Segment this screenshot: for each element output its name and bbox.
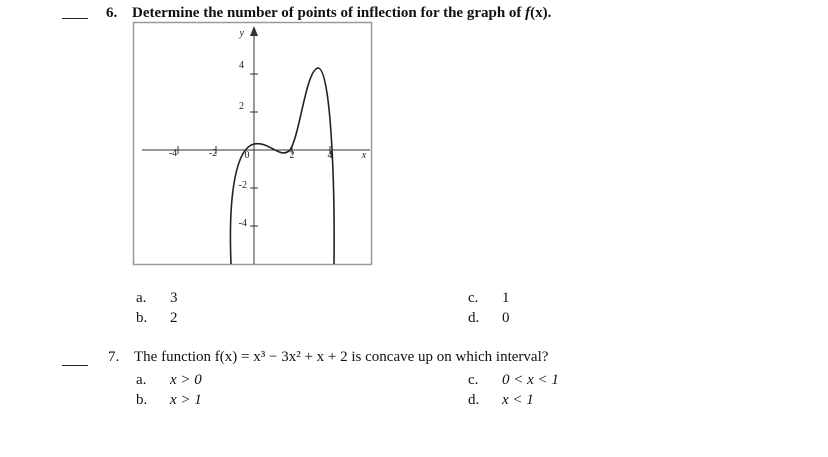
y-tick-label: -2 <box>238 180 247 191</box>
q7-option-a[interactable] <box>136 372 202 389</box>
y-axis-arrow <box>250 26 258 36</box>
x-tick-label: -2 <box>208 148 218 159</box>
q6-answer-blank[interactable] <box>62 18 88 19</box>
y-axis-label: y <box>239 28 244 39</box>
q6-option-c[interactable] <box>468 290 510 307</box>
y-tick-label: -4 <box>238 218 247 229</box>
q6-option-d[interactable] <box>468 310 510 327</box>
option-value: 2 <box>170 310 178 326</box>
option-letter: b. <box>136 392 148 408</box>
option-letter: b. <box>136 310 148 326</box>
q6-option-a[interactable] <box>136 290 178 307</box>
q7-question-text: The function f(x) = x³ − 3x² + x + 2 is concave up on which interval? <box>134 349 549 365</box>
y-tick-label: 2 <box>239 101 244 112</box>
option-letter: a. <box>136 372 147 388</box>
q6-graph <box>130 20 375 268</box>
q7-answer-blank[interactable] <box>62 365 88 366</box>
y-tick-label: 4 <box>239 60 244 71</box>
x-tick-label: 4 <box>327 150 333 161</box>
q6-text-after: (x). <box>530 5 552 21</box>
option-value: 3 <box>170 290 178 306</box>
option-letter: c. <box>468 372 479 388</box>
option-letter: d. <box>468 392 480 408</box>
q6-number: 6. <box>106 5 118 21</box>
x-tick-label: 0 <box>244 150 250 161</box>
x-tick-label: -4 <box>168 148 178 159</box>
option-value: x < 1 <box>502 392 534 408</box>
option-value: 1 <box>502 290 510 306</box>
q7-option-d[interactable] <box>468 392 534 409</box>
option-letter: c. <box>468 290 479 306</box>
option-value: 0 <box>502 310 510 326</box>
option-letter: a. <box>136 290 147 306</box>
q7-option-b[interactable] <box>136 392 202 409</box>
function-curve <box>230 68 334 264</box>
q6-text-before: Determine the number of points of inflection for the graph of <box>132 5 526 21</box>
option-letter: d. <box>468 310 480 326</box>
q6-option-b[interactable] <box>136 310 178 327</box>
option-value: x > 1 <box>170 392 202 408</box>
q7-option-c[interactable] <box>468 372 559 389</box>
x-axis-label: x <box>361 150 367 161</box>
option-value: x > 0 <box>170 372 202 388</box>
option-value: 0 < x < 1 <box>502 372 559 388</box>
q6-func: f <box>525 5 531 21</box>
graph-frame <box>134 23 372 265</box>
x-tick-label: 2 <box>289 150 295 161</box>
q7-number: 7. <box>108 349 120 365</box>
